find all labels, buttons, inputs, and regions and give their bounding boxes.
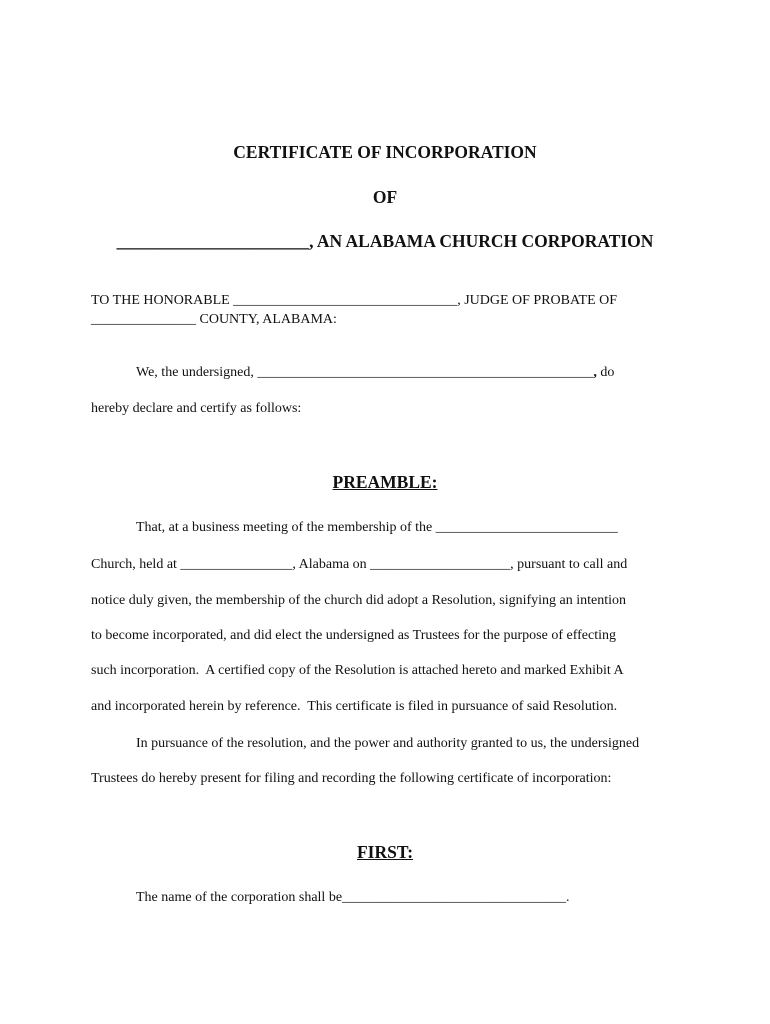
address-line-1: TO THE HONORABLE ________________________________, JUDGE OF PROBATE OF: [91, 293, 618, 308]
intro-line-1: [136, 364, 614, 382]
preamble-line: notice duly given, the membership of the church did adopt a Resolution, signifying an intention: [91, 593, 627, 608]
preamble-line: That, at a business meeting of the membership of the __________________________: [136, 520, 618, 535]
preamble-line: and incorporated herein by reference. This certificate is filed in pursuance of said Resolution.: [91, 699, 618, 714]
preamble-line: such incorporation. A certified copy of the Resolution is attached hereto and marked Exhibit A: [91, 663, 624, 678]
document-title-of: OF: [372, 187, 398, 207]
intro-line-1-comma: ,: [593, 365, 597, 380]
preamble-line: In pursuance of the resolution, and the power and authority granted to us, the undersigned: [136, 736, 640, 751]
intro-line-1-end: do: [596, 365, 615, 380]
document-title: CERTIFICATE OF INCORPORATION: [233, 142, 537, 162]
document-subtitle: ______________________, AN ALABAMA CHURCH CORPORATION: [116, 231, 654, 251]
first-heading: FIRST:: [356, 842, 414, 862]
intro-line-2: hereby declare and certify as follows:: [91, 401, 302, 416]
address-line-2: _______________ COUNTY, ALABAMA:: [91, 312, 337, 327]
preamble-line: to become incorporated, and did elect the undersigned as Trustees for the purpose of effecting: [91, 628, 616, 643]
intro-line-1-text: We, the undersigned, ________________________________________________: [136, 365, 594, 380]
preamble-heading: PREAMBLE:: [332, 472, 438, 492]
first-line: The name of the corporation shall be________________________________.: [136, 890, 570, 905]
preamble-line: Church, held at ________________, Alabama on ____________________, pursuant to call and: [91, 557, 628, 572]
preamble-line: Trustees do hereby present for filing and recording the following certificate of incorporation:: [91, 771, 612, 786]
